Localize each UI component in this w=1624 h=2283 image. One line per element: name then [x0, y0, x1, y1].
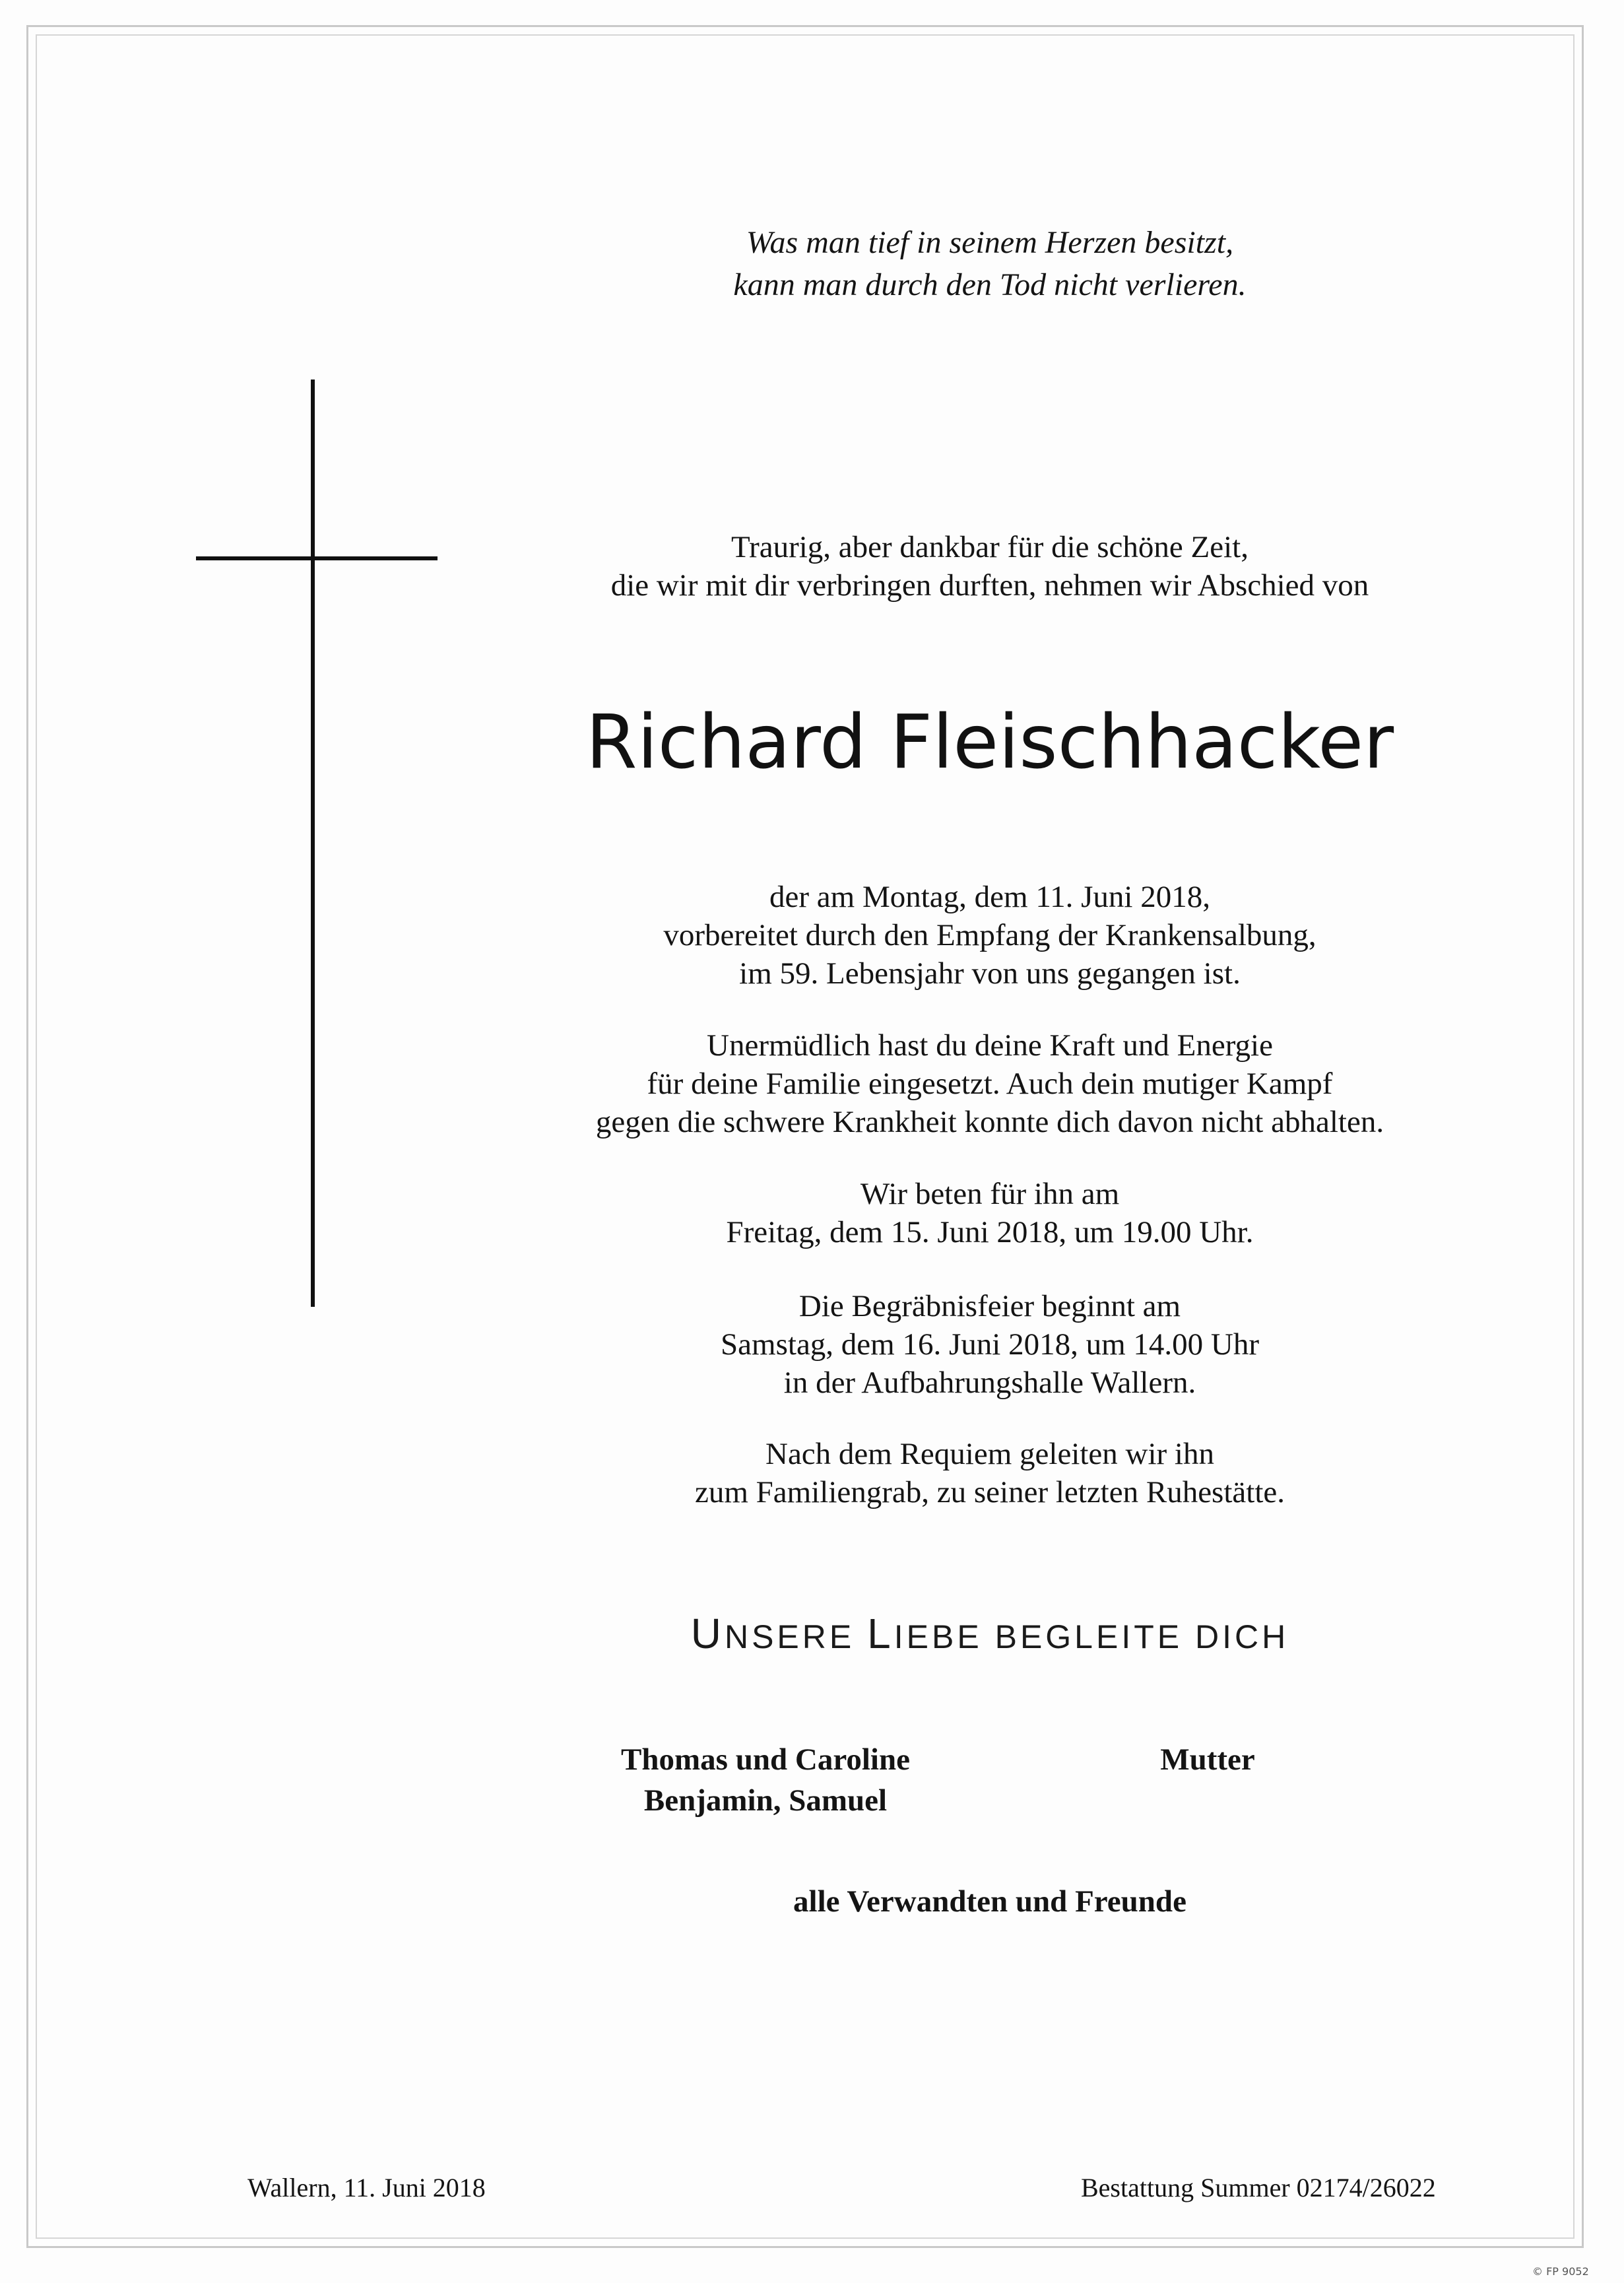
tribute-line: gegen die schwere Krankheit konnte dich davon nicht abhalten. — [595, 1105, 1384, 1139]
closing-word-rest: IEBE — [893, 1618, 983, 1655]
cross-icon-bar — [196, 556, 438, 560]
closing-line — [541, 1610, 1439, 1660]
funeral-notice — [541, 1287, 1439, 1402]
death-notice-line: der am Montag, dem 11. Juni 2018, — [769, 880, 1210, 914]
motto-line: kann man durch den Tod nicht verlieren. — [733, 267, 1247, 302]
funeral-line: in der Aufbahrungshalle Wallern. — [783, 1366, 1196, 1400]
prayer-line: Freitag, dem 15. Juni 2018, um 19.00 Uhr. — [726, 1215, 1254, 1249]
death-notice — [541, 878, 1439, 993]
tribute-line: für deine Familie eingesetzt. Auch dein mutiger Kampf — [647, 1067, 1333, 1101]
cross-icon — [311, 380, 315, 1307]
mourner-line: Thomas und Caroline — [621, 1742, 910, 1777]
tribute-text — [541, 1026, 1439, 1141]
requiem-notice — [541, 1435, 1439, 1511]
closing-word-cap: L — [867, 1610, 894, 1657]
footer-place-date: Wallern, 11. Juni 2018 — [247, 2173, 486, 2202]
intro-line: Traurig, aber dankbar für die schöne Zeit, — [731, 530, 1249, 564]
funeral-line: Samstag, dem 16. Juni 2018, um 14.00 Uhr — [721, 1327, 1259, 1362]
closing-word-rest: NSERE — [724, 1618, 855, 1655]
motto-line: Was man tief in seinem Herzen besitzt, — [746, 225, 1234, 260]
footer-undertaker: Bestattung Summer 02174/26022 — [1081, 2173, 1436, 2202]
closing-word: DICH — [1195, 1618, 1289, 1655]
requiem-line: zum Familiengrab, zu seiner letzten Ruhestätte. — [694, 1475, 1285, 1509]
mourners-left — [568, 1739, 963, 1821]
requiem-line: Nach dem Requiem geleiten wir ihn — [765, 1437, 1214, 1471]
closing-word-cap: U — [690, 1610, 725, 1657]
intro-line: die wir mit dir verbringen durften, nehmen wir Abschied von — [610, 568, 1369, 603]
tribute-line: Unermüdlich hast du deine Kraft und Energie — [707, 1028, 1273, 1063]
closing-word: BEGLEITE — [994, 1618, 1183, 1655]
mourner-line: Benjamin, Samuel — [643, 1783, 888, 1818]
prayer-line: Wir beten für ihn am — [860, 1177, 1120, 1211]
deceased-name: Richard Fleischhacker — [585, 700, 1394, 785]
intro-text — [541, 528, 1439, 605]
print-code: © FP 9052 — [1532, 2265, 1589, 2278]
mourners-right: Mutter — [1160, 1742, 1255, 1777]
prayer-notice — [541, 1175, 1439, 1251]
motto — [541, 222, 1439, 306]
death-notice-line: im 59. Lebensjahr von uns gegangen ist. — [739, 956, 1241, 991]
funeral-line: Die Begräbnisfeier beginnt am — [798, 1289, 1181, 1323]
mourners-relatives: alle Verwandten und Freunde — [793, 1884, 1186, 1919]
death-notice-line: vorbereitet durch den Empfang der Krankensalbung, — [663, 918, 1316, 952]
